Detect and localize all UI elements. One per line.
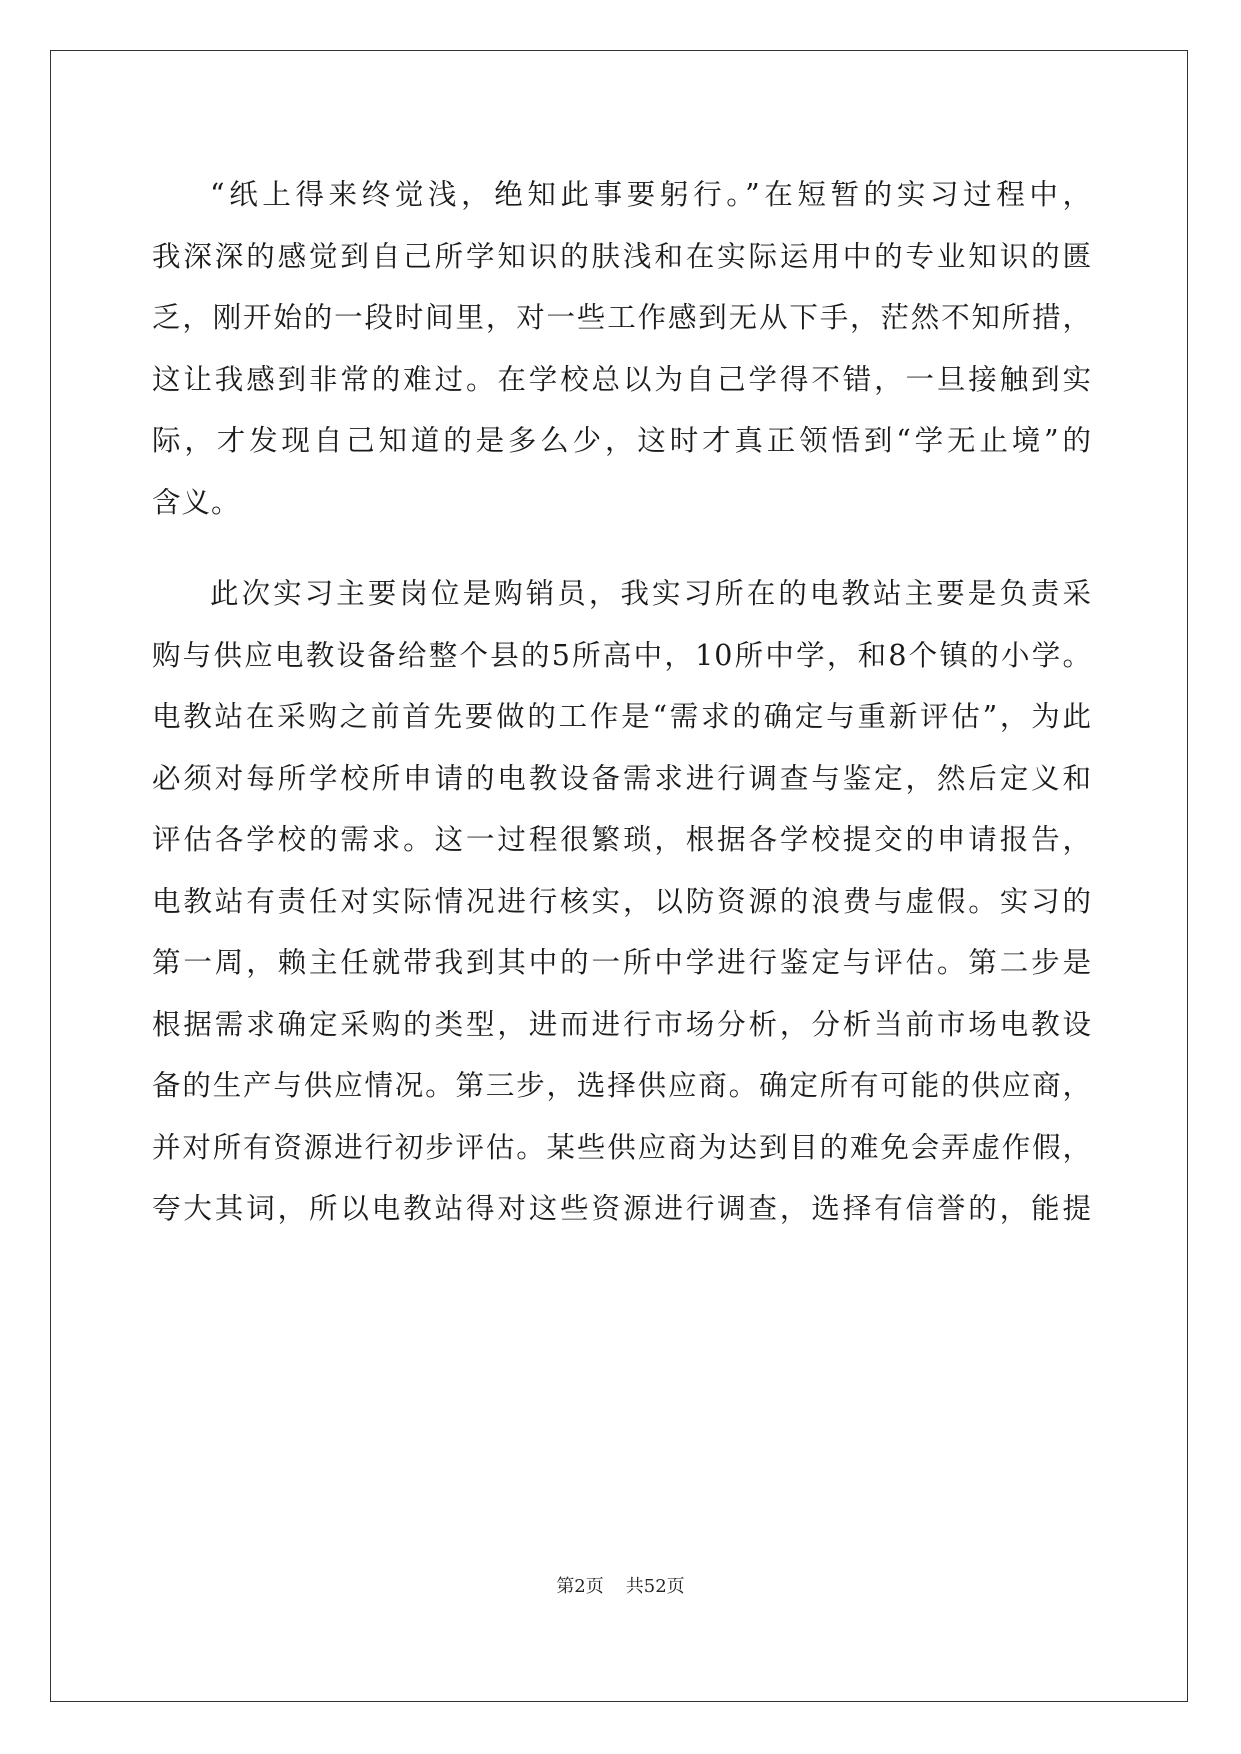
paragraph-1-line-1: “纸上得来终觉浅，绝知此事要躬行。”在短暂的实习过程中， [210,178,1092,211]
paragraph-1-line-5: 际，才发现自己知道的是多么少，这时才真正领悟到“学无止境”的 [152,424,1092,457]
paragraph-2-line-3: 电教站在采购之前首先要做的工作是“需求的确定与重新评估”，为此 [152,700,1092,733]
paragraph-gap [152,533,1092,563]
paragraph-2-line-10: 并对所有资源进行初步评估。某些供应商为达到目的难免会弄虚作假， [152,1130,1092,1164]
paragraph-2-line-6: 电教站有责任对实际情况进行核实，以防资源的浪费与虚假。实习的 [152,884,1092,918]
paragraph-2-line-9: 备的生产与供应情况。第三步，选择供应商。确定所有可能的供应商， [152,1069,1092,1102]
paragraph-2-line-5: 评估各学校的需求。这一过程很繁琐，根据各学校提交的申请报告， [152,823,1092,856]
paragraph-2-line-2: 购与供应电教设备给整个县的5所高中，10所中学，和8个镇的小学。 [152,638,1092,672]
paragraph-1-line-2: 我深深的感觉到自己所学知识的肤浅和在实际运用中的专业知识的匮 [152,239,1092,273]
page-total: 共52页 [625,1576,685,1597]
page-footer [0,1572,1241,1598]
paragraph-2-line-11: 夸大其词，所以电教站得对这些资源进行调查，选择有信誉的，能提 [152,1192,1092,1225]
paragraph-1-line-3: 乏，刚开始的一段时间里，对一些工作感到无从下手，茫然不知所措， [152,301,1092,334]
paragraph-1-line-6: 含义。 [152,485,241,519]
paragraph-1-line-4: 这让我感到非常的难过。在学校总以为自己学得不错，一旦接触到实 [152,362,1092,396]
paragraph-2-line-7: 第一周，赖主任就带我到其中的一所中学进行鉴定与评估。第二步是 [152,946,1092,979]
paragraph-2-line-8: 根据需求确定采购的类型，进而进行市场分析，分析当前市场电教设 [152,1007,1092,1041]
paragraph-2-line-4: 必须对每所学校所申请的电教设备需求进行调查与鉴定，然后定义和 [152,761,1092,795]
paragraph-2-line-1: 此次实习主要岗位是购销员，我实习所在的电教站主要是负责采 [210,577,1092,610]
document-body [152,164,1092,1240]
page-number: 第2页 [556,1576,604,1597]
